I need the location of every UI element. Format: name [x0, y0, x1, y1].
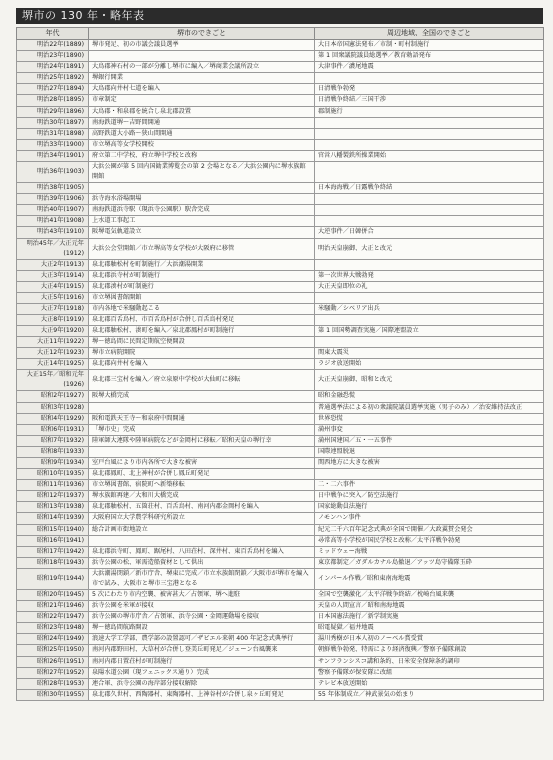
sakai-event-cell: 堺～徳島間に民間定期航空便開設 — [89, 337, 315, 348]
year-cell: 昭和25年(1950) — [17, 645, 89, 656]
year-cell: 昭和30年(1955) — [17, 689, 89, 700]
table-row — [17, 205, 544, 216]
sakai-event-cell: 市章制定 — [89, 95, 315, 106]
national-event-cell: 明治天皇崩御、大正と改元 — [315, 238, 544, 259]
year-cell: 大正12年(1923) — [17, 348, 89, 359]
table-row — [17, 117, 544, 128]
national-event-cell: 日清戦争勃発 — [315, 84, 544, 95]
sakai-event-cell — [89, 402, 315, 413]
sakai-event-cell: 市立堺高等女学校開校 — [89, 139, 315, 150]
national-event-cell: 紀元二千六百年記念式典が全国で開催／大政翼賛会発会 — [315, 524, 544, 535]
sakai-event-cell: 市立堺図書館、宿院町へ新築移転 — [89, 480, 315, 491]
sakai-event-cell: 大浜公園が第 5 回内国勧業博覧会の第 2 会場となる／大浜公園内に堺水族館開館 — [89, 162, 315, 183]
year-cell: 明治22年(1889) — [17, 40, 89, 51]
table-row — [17, 216, 544, 227]
table-row — [17, 314, 544, 325]
table-row — [17, 546, 544, 557]
table-row — [17, 623, 544, 634]
table-header-row — [17, 28, 544, 40]
table-row — [17, 413, 544, 424]
table-row — [17, 84, 544, 95]
national-event-cell: 第 1 回衆議院議員総選挙／教育勅語発布 — [315, 51, 544, 62]
table-row — [17, 491, 544, 502]
national-event-cell: 大津事件／濃尾地震 — [315, 62, 544, 73]
table-body — [17, 40, 544, 701]
table-row — [17, 557, 544, 568]
year-cell: 昭和27年(1952) — [17, 667, 89, 678]
year-cell: 明治45年／大正元年(1912) — [17, 238, 89, 259]
sakai-event-cell: 上水道工事起工 — [89, 216, 315, 227]
sakai-event-cell: 泉北郡浜寺町、鳳町、踞尾村、八田荘村、深井村、東百舌鳥村を編入 — [89, 546, 315, 557]
sakai-event-cell: 阪和電鉄天王寺～和泉府中間開通 — [89, 413, 315, 424]
table-row — [17, 128, 544, 139]
national-event-cell: 満州事変 — [315, 424, 544, 435]
table-row — [17, 303, 544, 314]
table-row — [17, 95, 544, 106]
year-cell: 昭和12年(1937) — [17, 491, 89, 502]
year-cell: 大正14年(1925) — [17, 359, 89, 370]
table-row — [17, 402, 544, 413]
table-row — [17, 227, 544, 238]
sakai-event-cell: 南河内郡日置荘村が町制施行 — [89, 656, 315, 667]
sakai-event-cell: 泉北郡浜寺村が町制施行 — [89, 270, 315, 281]
sakai-event-cell — [89, 51, 315, 62]
national-event-cell: 大正天皇崩御、昭和と改元 — [315, 370, 544, 391]
sakai-event-cell: 泉北郡百舌鳥村、市百舌鳥村が合併し百舌鳥村発足 — [89, 314, 315, 325]
national-event-cell: ラジオ放送開始 — [315, 359, 544, 370]
sakai-event-cell: 堺～徳島間航路開設 — [89, 623, 315, 634]
table-row — [17, 568, 544, 589]
sakai-event-cell: 浜寺公園の堺市庁舎／占領軍、浜寺公園・金岡運動場を接収 — [89, 612, 315, 623]
table-row — [17, 150, 544, 161]
year-cell: 大正7年(1918) — [17, 303, 89, 314]
table-row — [17, 689, 544, 700]
sakai-event-cell: 大浜潮湯閉鎖／新市庁舎、堺東に完成／市立水族館閉鎖／大阪市が堺市を編入市で試み、大阪市と堺市三宝港となる — [89, 568, 315, 589]
table-row — [17, 194, 544, 205]
national-event-cell: 普通選挙法による初の衆議院議員選挙実施（男子のみ）／治安維持法改正 — [315, 402, 544, 413]
table-row — [17, 667, 544, 678]
year-cell: 明治39年(1906) — [17, 194, 89, 205]
table-row — [17, 678, 544, 689]
year-cell: 昭和19年(1944) — [17, 568, 89, 589]
year-cell: 昭和20年(1945) — [17, 589, 89, 600]
year-cell: 大正8年(1919) — [17, 314, 89, 325]
national-event-cell: 第一次世界大戦勃発 — [315, 270, 544, 281]
table-row — [17, 337, 544, 348]
sakai-event-cell — [89, 446, 315, 457]
table-row — [17, 106, 544, 117]
national-event-cell — [315, 337, 544, 348]
table-row — [17, 612, 544, 623]
national-event-cell: 全国で空襲激化／太平洋戦争終結／枕崎台風来襲 — [315, 589, 544, 600]
year-cell: 昭和10年(1935) — [17, 469, 89, 480]
year-cell: 明治40年(1907) — [17, 205, 89, 216]
table-row — [17, 480, 544, 491]
national-event-cell: 国家総動員法施行 — [315, 502, 544, 513]
year-cell: 明治34年(1901) — [17, 150, 89, 161]
table-row — [17, 513, 544, 524]
year-cell: 昭和22年(1947) — [17, 612, 89, 623]
table-row — [17, 424, 544, 435]
sakai-event-cell: 高野鉄道大小路～狭山間開通 — [89, 128, 315, 139]
year-cell: 大正5年(1916) — [17, 292, 89, 303]
year-cell: 明治25年(1892) — [17, 73, 89, 84]
sakai-event-cell: 泉北郡向井村を編入 — [89, 359, 315, 370]
national-event-cell: 東京都制定／ガダルカナル島撤退／アッツ島守備隊玉砕 — [315, 557, 544, 568]
sakai-event-cell: 阪堺電気軌道設立 — [89, 227, 315, 238]
national-event-cell — [315, 139, 544, 150]
sakai-event-cell: 浪速大学工学部、農学部の設置認可／ザビエル来朝 400 年記念式典挙行 — [89, 634, 315, 645]
national-event-cell: 郡制施行 — [315, 106, 544, 117]
sakai-event-cell: 堺水族館再建／大和川大橋完成 — [89, 491, 315, 502]
table-row — [17, 391, 544, 402]
table-row — [17, 162, 544, 183]
year-cell: 昭和2年(1927) — [17, 391, 89, 402]
national-event-cell: 日清戦争終結／三国干渉 — [315, 95, 544, 106]
year-cell: 明治43年(1910) — [17, 227, 89, 238]
national-event-cell — [315, 194, 544, 205]
sakai-event-cell: 泉北郡湊村が町制施行 — [89, 281, 315, 292]
chronology-table — [16, 27, 544, 701]
national-event-cell: 関東大震災 — [315, 348, 544, 359]
table-row — [17, 62, 544, 73]
sakai-event-cell: 大阪府国立大学農学科研究所設立 — [89, 513, 315, 524]
national-event-cell: 官営八幡製鉄所操業開始 — [315, 150, 544, 161]
national-event-cell: ミッドウェー海戦 — [315, 546, 544, 557]
year-cell: 昭和18年(1943) — [17, 557, 89, 568]
header-national-events: 周辺地域、全国のできごと — [315, 28, 544, 40]
year-cell: 明治36年(1903) — [17, 162, 89, 183]
national-event-cell — [315, 117, 544, 128]
sakai-event-cell: 南海鉄道堺～吉野間開通 — [89, 117, 315, 128]
sakai-event-cell: 泉北郡舳松村、五箇荘村、百舌鳥村、南河内郡金岡村を編入 — [89, 502, 315, 513]
national-event-cell: 昭和金融恐慌 — [315, 391, 544, 402]
table-row — [17, 73, 544, 84]
table-row — [17, 502, 544, 513]
year-cell: 大正2年(1913) — [17, 259, 89, 270]
national-event-cell: 第 1 回国勢調査実施／国際連盟設立 — [315, 326, 544, 337]
table-row — [17, 238, 544, 259]
national-event-cell: 天皇の人間宣言／昭和南海地震 — [315, 601, 544, 612]
sakai-event-cell: 総合計画市街地設立 — [89, 524, 315, 535]
sakai-event-cell: 府立第二中学校、府立堺中学校と改称 — [89, 150, 315, 161]
national-event-cell: ノモンハン事件 — [315, 513, 544, 524]
national-event-cell — [315, 205, 544, 216]
national-event-cell: 尋常高等小学校が国民学校と改称／太平洋戦争勃発 — [315, 535, 544, 546]
national-event-cell: 湯川秀樹が日本人初のノーベル賞受賞 — [315, 634, 544, 645]
table-row — [17, 370, 544, 391]
year-cell: 明治23年(1890) — [17, 51, 89, 62]
year-cell: 大正15年／昭和元年(1926) — [17, 370, 89, 391]
year-cell: 明治33年(1900) — [17, 139, 89, 150]
year-cell: 大正9年(1920) — [17, 326, 89, 337]
year-cell: 明治28年(1895) — [17, 95, 89, 106]
sakai-event-cell: 泉陽水道公園（現フェニックス通り）完成 — [89, 667, 315, 678]
national-event-cell — [315, 314, 544, 325]
table-row — [17, 634, 544, 645]
table-row — [17, 601, 544, 612]
year-cell: 昭和21年(1946) — [17, 601, 89, 612]
header-sakai-events: 堺市のできごと — [89, 28, 315, 40]
sakai-event-cell: 泉北郡舳松村を町制施行／大浜潮湯開業 — [89, 259, 315, 270]
page-title: 堺市の 130 年・略年表 — [16, 8, 543, 24]
national-event-cell: 朝鮮戦争勃発、特需により経済復興／警察予備隊創設 — [315, 645, 544, 656]
table-row — [17, 435, 544, 446]
year-cell: 昭和7年(1932) — [17, 435, 89, 446]
table-row — [17, 348, 544, 359]
sakai-event-cell: 大鳥郡向井村七道を編入 — [89, 84, 315, 95]
table-row — [17, 524, 544, 535]
national-event-cell: 55 年体制成立／神武景気の始まり — [315, 689, 544, 700]
national-event-cell: 国際連盟脱退 — [315, 446, 544, 457]
national-event-cell — [315, 73, 544, 84]
sakai-event-cell: 大浜公会堂開館／市立堺高等女学校が大阪府に移管 — [89, 238, 315, 259]
sakai-event-cell: 堺市発足、初の市議会議員選挙 — [89, 40, 315, 51]
national-event-cell: 大正天皇即位の礼 — [315, 281, 544, 292]
sakai-event-cell: 大鳥郡神石村の一部が分離し堺市に編入／堺商業会議所設立 — [89, 62, 315, 73]
year-cell: 明治29年(1896) — [17, 106, 89, 117]
year-cell: 昭和28年(1953) — [17, 678, 89, 689]
table-row — [17, 656, 544, 667]
national-event-cell: 警察予備隊が保安隊に改組 — [315, 667, 544, 678]
national-event-cell — [315, 128, 544, 139]
national-event-cell: 二・二六事件 — [315, 480, 544, 491]
year-cell: 昭和4年(1929) — [17, 413, 89, 424]
year-cell: 昭和8年(1933) — [17, 446, 89, 457]
table-row — [17, 326, 544, 337]
sakai-event-cell: 5 次にわたり市内空襲、被害甚大／占領軍、堺へ進駐 — [89, 589, 315, 600]
year-cell: 明治38年(1905) — [17, 183, 89, 194]
table-row — [17, 469, 544, 480]
national-event-cell: 日本海海戦／日露戦争終結 — [315, 183, 544, 194]
sakai-event-cell: 阪堺大橋完成 — [89, 391, 315, 402]
table-row — [17, 535, 544, 546]
year-cell: 昭和23年(1948) — [17, 623, 89, 634]
sakai-event-cell — [89, 183, 315, 194]
sakai-event-cell — [89, 535, 315, 546]
national-event-cell — [315, 292, 544, 303]
year-cell: 明治31年(1898) — [17, 128, 89, 139]
table-row — [17, 259, 544, 270]
table-row — [17, 589, 544, 600]
table-row — [17, 51, 544, 62]
national-event-cell — [315, 216, 544, 227]
sakai-event-cell: 「堺市史」完成 — [89, 424, 315, 435]
year-cell: 大正3年(1914) — [17, 270, 89, 281]
year-cell: 大正11年(1922) — [17, 337, 89, 348]
table-row — [17, 645, 544, 656]
national-event-cell: 米騒動／シベリア出兵 — [315, 303, 544, 314]
sakai-event-cell: 浜寺海水浴場開場 — [89, 194, 315, 205]
national-event-cell: 関西地方に大きな被害 — [315, 458, 544, 469]
year-cell: 明治24年(1891) — [17, 62, 89, 73]
year-cell: 明治27年(1894) — [17, 84, 89, 95]
table-row — [17, 446, 544, 457]
national-event-cell: テレビ本放送開始 — [315, 678, 544, 689]
national-event-cell: インパール作戦／昭和東南海地震 — [315, 568, 544, 589]
national-event-cell — [315, 259, 544, 270]
national-event-cell: サンフランシスコ講和条約、日米安全保障条約調印 — [315, 656, 544, 667]
table-row — [17, 270, 544, 281]
national-event-cell: 大日本帝国憲法発布／市制・町村制施行 — [315, 40, 544, 51]
year-cell: 昭和3年(1928) — [17, 402, 89, 413]
year-cell: 昭和6年(1931) — [17, 424, 89, 435]
sakai-event-cell: 南河内郡野田村、大草村が合併し登美丘町発足／ジェーン台風襲来 — [89, 645, 315, 656]
year-cell: 昭和11年(1936) — [17, 480, 89, 491]
national-event-cell: 大逆事件／日韓併合 — [315, 227, 544, 238]
year-cell: 昭和16年(1941) — [17, 535, 89, 546]
national-event-cell: 世界恐慌 — [315, 413, 544, 424]
year-cell: 昭和9年(1934) — [17, 458, 89, 469]
year-cell: 昭和14年(1939) — [17, 513, 89, 524]
year-cell: 明治41年(1908) — [17, 216, 89, 227]
national-event-cell — [315, 162, 544, 183]
sakai-event-cell: 大鳥郡・和泉郡を統合し泉北郡設置 — [89, 106, 315, 117]
sakai-event-cell: 泉北郡鳳町、北上神村が合併し鳳丘町発足 — [89, 469, 315, 480]
chronology-page — [16, 8, 543, 701]
year-cell: 昭和15年(1940) — [17, 524, 89, 535]
year-cell: 昭和26年(1951) — [17, 656, 89, 667]
sakai-event-cell: 市内各地で米騒動起こる — [89, 303, 315, 314]
table-row — [17, 359, 544, 370]
year-cell: 明治30年(1897) — [17, 117, 89, 128]
sakai-event-cell: 南海鉄道浜寺駅（現浜寺公園駅）駅舎完成 — [89, 205, 315, 216]
sakai-event-cell: 浜寺公園を米軍が接収 — [89, 601, 315, 612]
sakai-event-cell: 泉北郡久世村、西陶器村、東陶器村、上神谷村が合併し泉ヶ丘町発足 — [89, 689, 315, 700]
table-row — [17, 281, 544, 292]
national-event-cell: 昭電疑獄／福井地震 — [315, 623, 544, 634]
table-row — [17, 139, 544, 150]
sakai-event-cell: 泉北郡三宝村を編入／府立泉原中学校が大仙町に移転 — [89, 370, 315, 391]
sakai-event-cell: 陸軍師大連隊や陸軍病院などが金岡村に移転／昭和天皇の堺行幸 — [89, 435, 315, 446]
table-row — [17, 292, 544, 303]
year-cell: 大正4年(1915) — [17, 281, 89, 292]
table-row — [17, 183, 544, 194]
national-event-cell — [315, 469, 544, 480]
national-event-cell: 満州国建国／五・一五事件 — [315, 435, 544, 446]
year-cell: 昭和13年(1938) — [17, 502, 89, 513]
year-cell: 昭和17年(1942) — [17, 546, 89, 557]
national-event-cell: 日本国憲法施行／新学制実施 — [315, 612, 544, 623]
national-event-cell: 日中戦争に突入／防空法施行 — [315, 491, 544, 502]
sakai-event-cell: 堺銀行開業 — [89, 73, 315, 84]
sakai-event-cell: 市立堺図書館開館 — [89, 292, 315, 303]
table-row — [17, 458, 544, 469]
year-cell: 昭和24年(1949) — [17, 634, 89, 645]
table-row — [17, 40, 544, 51]
header-year: 年代 — [17, 28, 89, 40]
sakai-event-cell: 堺市立病院開院 — [89, 348, 315, 359]
sakai-event-cell: 連合軍、浜寺公園の海岸部分接収解除 — [89, 678, 315, 689]
sakai-event-cell: 泉北郡舳松村、湊町を編入／泉北郡鳳村が町制施行 — [89, 326, 315, 337]
sakai-event-cell: 浜寺公園の松、軍需造船資材として供出 — [89, 557, 315, 568]
sakai-event-cell: 室戸台風により市内各所で大きな被害 — [89, 458, 315, 469]
